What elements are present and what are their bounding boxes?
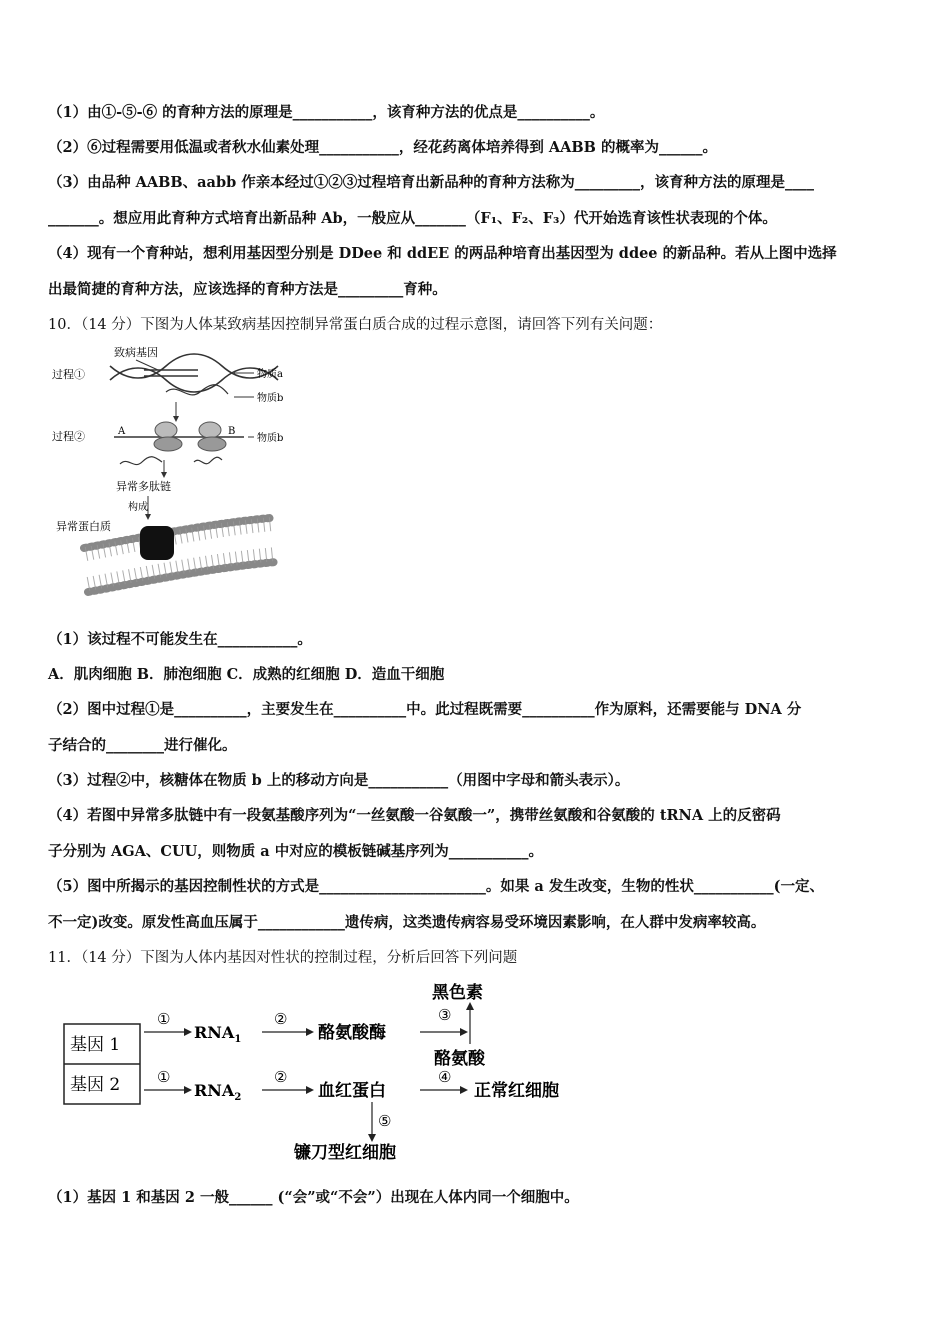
fig11-tyrosine: 酪氨酸 [434, 1049, 485, 1069]
fig10-dna-strand2 [110, 368, 278, 392]
fig11-step2b: ② [274, 1068, 288, 1086]
q10-sub2-line1: （2）图中过程①是__________，主要发生在__________中。此过程既需要__________作为原料，还需要能与 DNA 分 [48, 701, 802, 718]
fig10-process2-label: 过程② [52, 430, 85, 443]
q10-sub4-line1: （4）若图中异常多肽链中有一段氨基酸序列为“一丝氨酸一谷氨酸一”，携带丝氨酸和谷氨酸的 tRNA 上的反密码 [48, 807, 781, 824]
fig11-arrow2a-head [306, 1028, 314, 1036]
fig11-step2a: ② [274, 1010, 288, 1028]
fig11-arrow-up-head [466, 1002, 474, 1010]
fig11-rna2-sub: 2 [234, 1092, 242, 1103]
q11-sub1: （1）基因 1 和基因 2 一般______ (“会”或“不会”）出现在人体内同一个细胞中。 [48, 1189, 579, 1206]
q9-part1: （1）由①-⑤-⑥ 的育种方法的原理是___________，该育种方法的优点是__________。 [48, 104, 605, 121]
fig10-arrow2-head [161, 472, 167, 478]
fig11-arrow1a-head [184, 1028, 192, 1036]
fig11-melanin: 黑色素 [432, 983, 483, 1003]
q9-part3-line2: _______。想应用此育种方式培育出新品种 Ab，一般应从_______（F₁、F₂、F₃）代开始选育该性状表现的个体。 [48, 210, 777, 227]
fig10-process1-label: 过程① [52, 368, 85, 381]
fig11-arrow3-head [460, 1028, 468, 1036]
fig11-tyrosinase: 酪氨酸酶 [318, 1023, 386, 1043]
fig10-peptide2 [194, 457, 222, 464]
q9-part2: （2）⑥过程需要用低温或者秋水仙素处理___________，经花药离体培养得到 AABB 的概率为______。 [48, 139, 717, 156]
fig11-gene2: 基因 2 [70, 1075, 121, 1095]
fig11-step3: ③ [438, 1006, 452, 1024]
fig11-arrow2b-head [306, 1086, 314, 1094]
fig10-ribosome2-bottom [198, 437, 226, 451]
fig10-substance-a: 物质a [257, 369, 283, 380]
fig11-sickle-rbc: 镰刀型红细胞 [294, 1143, 396, 1160]
fig10-substance-b2: 物质b [257, 433, 284, 444]
fig10-ribosome1-top [155, 422, 177, 438]
fig10-gene-label: 致病基因 [114, 346, 158, 359]
fig10-abnormal-peptide: 异常多肽链 [116, 480, 171, 493]
fig10-label-b: B [228, 426, 236, 437]
fig11-arrow5-head [368, 1134, 376, 1142]
fig10-arrow1-head [173, 416, 179, 422]
fig11-rna1-text: RNA [194, 1023, 235, 1042]
fig11-rna2 [194, 1081, 241, 1103]
q11-header [48, 948, 517, 968]
q11-header-text: 11．（14 分）下图为人体内基因对性状的控制过程，分析后回答下列问题 [48, 950, 518, 966]
q10-sub3: （3）过程②中，核糖体在物质 b 上的移动方向是___________（用图中字母和箭头表示）。 [48, 772, 630, 789]
fig10-ribosome2-top [199, 422, 221, 438]
q9-part3-line1: （3）由品种 AABB、aabb 作亲本经过①②③过程培育出新品种的育种方法称为_________，该育种方法的原理是____ [48, 174, 815, 191]
fig11-step5: ⑤ [378, 1112, 392, 1130]
fig10-substance-b1: 物质b [257, 393, 284, 404]
fig10-ribosome1-bottom [154, 437, 182, 451]
fig10-abnormal-protein: 异常蛋白质 [56, 520, 111, 533]
q10-sub1: （1）该过程不可能发生在___________。 [48, 631, 312, 648]
q10-sub5-line2: 不一定)改变。原发性高血压属于____________遗传病，这类遗传病容易受环境因素影响，在人群中发病率较高。 [48, 914, 766, 931]
q10-sub2-line2: 子结合的________进行催化。 [48, 737, 237, 754]
fig11-rna2-text: RNA [194, 1081, 235, 1100]
q9-part4-line2: 出最简捷的育种方法，应该选择的育种方法是_________育种。 [48, 281, 447, 298]
fig10-arrow3-head [145, 514, 151, 520]
fig11-rna1 [194, 1023, 241, 1045]
q10-options: A．肌肉细胞 B．肺泡细胞 C．成熟的红细胞 D．造血干细胞 [48, 666, 445, 683]
fig11-arrow4-head [460, 1086, 468, 1094]
fig11-gene1: 基因 1 [70, 1035, 121, 1055]
fig10-membrane [84, 518, 276, 592]
q11-figure [60, 980, 620, 1160]
q10-header-text: 10．（14 分）下图为人体某致病基因控制异常蛋白质合成的过程示意图，请回答下列有关问题： [48, 317, 663, 333]
fig11-step1a: ① [157, 1010, 171, 1028]
fig10-abnormal-protein-block [140, 526, 174, 560]
fig11-rna1-sub: 1 [234, 1034, 242, 1045]
q10-figure [48, 340, 308, 610]
fig11-normal-rbc: 正常红细胞 [474, 1081, 559, 1101]
fig10-compose-label: 构成 [128, 502, 148, 513]
fig11-arrow1b-head [184, 1086, 192, 1094]
q10-header [48, 315, 662, 335]
fig11-hemoglobin: 血红蛋白 [318, 1081, 386, 1101]
q10-sub4-line2: 子分别为 AGA、CUU，则物质 a 中对应的模板链碱基序列为___________。 [48, 843, 544, 860]
fig10-peptide1 [120, 457, 162, 465]
fig10-label-a: A [118, 426, 126, 437]
q9-part4-line1: （4）现有一个育种站，想利用基因型分别是 DDee 和 ddEE 的两品种培育出基因型为 ddee 的新品种。若从上图中选择 [48, 245, 837, 262]
fig11-step4: ④ [438, 1068, 452, 1086]
fig11-step1b: ① [157, 1068, 171, 1086]
q10-sub5-line1: （5）图中所揭示的基因控制性状的方式是_______________________。如果 a 发生改变，生物的性状___________(一定、 [48, 878, 824, 895]
